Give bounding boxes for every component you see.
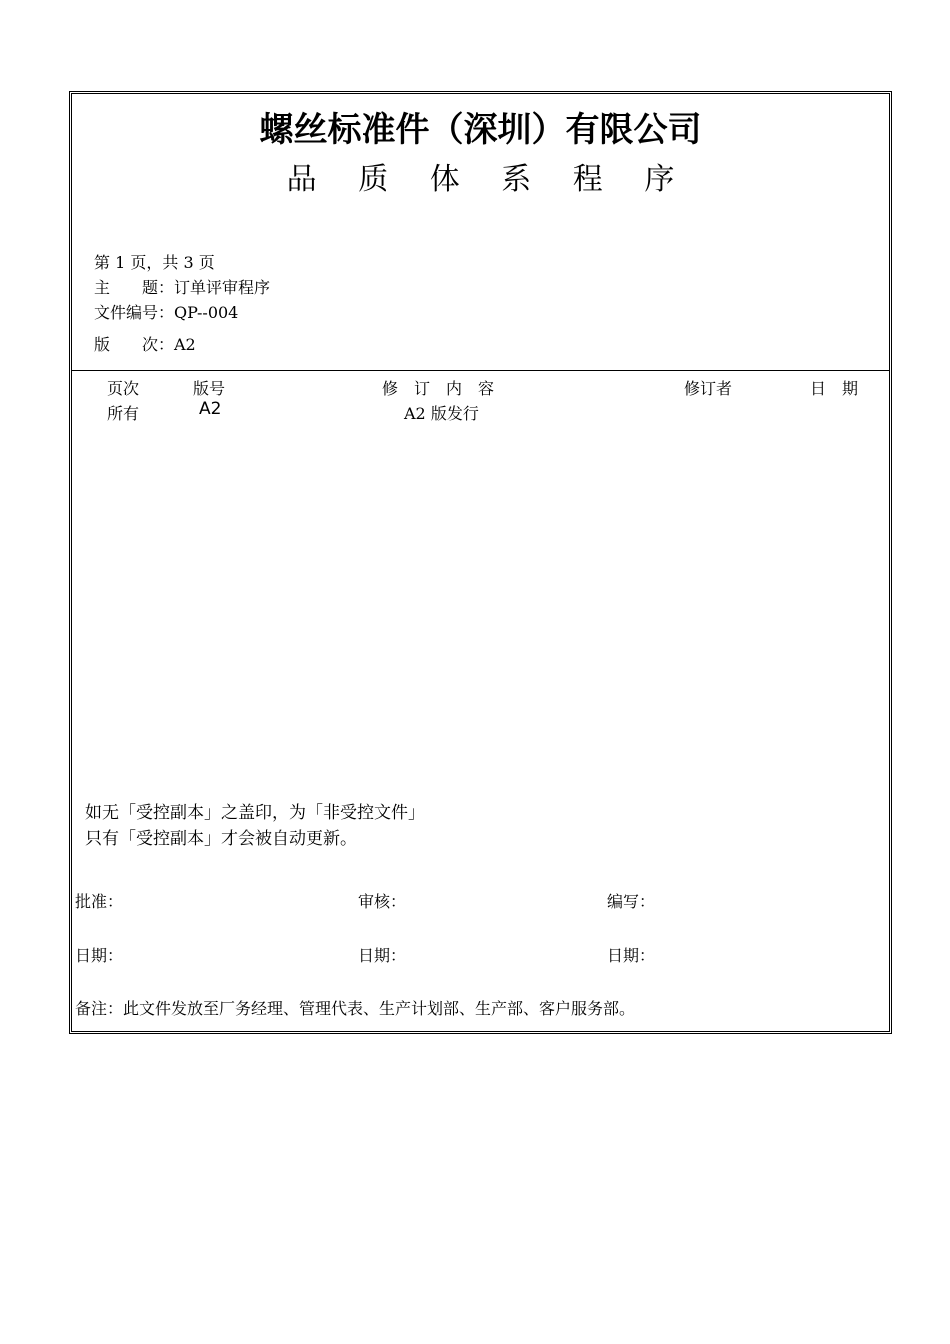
compile-date-label: 日期：	[607, 946, 656, 965]
col-header-page: 页次	[107, 379, 140, 398]
version-line: 版 次：A2	[94, 335, 196, 354]
control-notice-2: 只有「受控副本」才会被自动更新。	[85, 829, 357, 849]
table-row-version: A2	[199, 399, 222, 419]
approve-date-label: 日期：	[75, 946, 124, 965]
table-row-content: A2 版发行	[404, 404, 479, 423]
review-label: 审核：	[358, 892, 407, 911]
page-count: 第 1 页，共 3 页	[94, 253, 215, 272]
compile-label: 编写：	[607, 892, 656, 911]
col-header-version: 版号	[193, 379, 226, 398]
approve-label: 批准：	[75, 892, 124, 911]
col-header-content: 修 订 内 容	[382, 379, 495, 398]
col-header-date: 日 期	[810, 379, 859, 398]
control-notice-1: 如无「受控副本」之盖印，为「非受控文件」	[85, 803, 425, 823]
subject-line: 主 题：订单评审程序	[94, 278, 271, 297]
table-row-page: 所有	[107, 404, 140, 423]
doc-number: 文件编号：QP--004	[94, 303, 239, 322]
company-name: 螺丝标准件（深圳）有限公司	[259, 110, 702, 150]
col-header-reviser: 修订者	[684, 379, 733, 398]
document-frame	[69, 91, 892, 1034]
document-subtitle: 品 质 体 系 程 序	[286, 162, 691, 197]
header-divider	[72, 370, 889, 371]
review-date-label: 日期：	[358, 946, 407, 965]
distribution-remark: 备注：此文件发放至厂务经理、管理代表、生产计划部、生产部、客户服务部。	[75, 999, 636, 1018]
